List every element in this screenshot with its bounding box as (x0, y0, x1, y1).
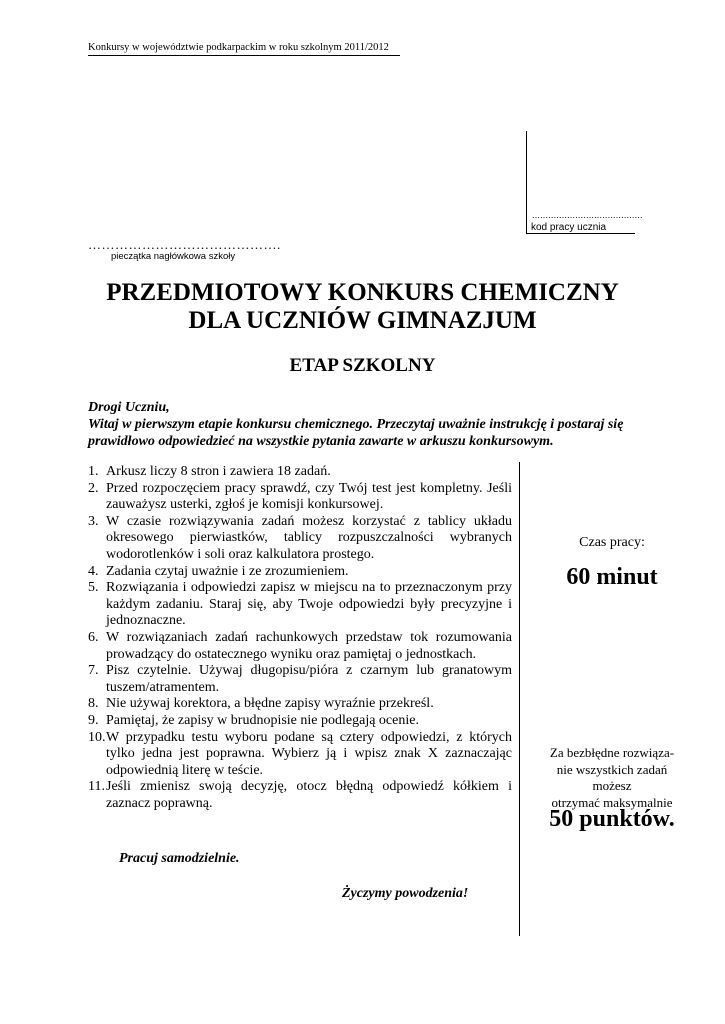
student-code-underline (526, 233, 635, 234)
instruction-text: W rozwiązaniach zadań rachunkowych przedstaw tok rozumowania prowadzący do ostatecznego wyniku oraz pamiętaj o jednostkach. (106, 629, 512, 662)
instruction-item (88, 481, 512, 514)
instructions-list (88, 464, 512, 812)
header-underline (88, 55, 400, 56)
instruction-number: 6. (88, 629, 99, 645)
work-alone-note: Pracuj samodzielnie. (119, 851, 240, 866)
instruction-number: 1. (88, 464, 99, 479)
student-code-label: kod pracy ucznia (531, 222, 607, 233)
instruction-text: Przed rozpoczęciem pracy sprawdź, czy Twój test jest kompletny. Jeśli zauważysz usterki, zgłoś je komisji konkursowej. (106, 480, 512, 513)
instruction-item (88, 663, 512, 696)
intro-section (88, 399, 648, 450)
header-note: Konkursy w województwie podkarpackim w roku szkolnym 2011/2012 (88, 42, 389, 53)
instruction-number: 10. (88, 729, 106, 745)
intro-text: Witaj w pierwszym etapie konkursu chemicznego. Przeczytaj uważnie instrukcję i postaraj się prawidłowo odpowiedzieć na wszystkie pytania zawarte w arkuszu konkursowym. (88, 417, 624, 449)
instruction-number: 5. (88, 580, 99, 596)
instruction-text: Pamiętaj, że zapisy w brudnopisie nie podlegają ocenie. (106, 712, 419, 728)
student-code-box-border (526, 131, 527, 234)
school-stamp-label: pieczątka nagłówkowa szkoły (111, 251, 236, 262)
instruction-item (88, 779, 512, 812)
instruction-text: Pisz czytelnie. Używaj długopisu/pióra z czarnym lub granatowym tuszem/atramentem. (106, 663, 512, 695)
instruction-number: 11. (88, 779, 105, 795)
instruction-item (88, 464, 512, 481)
school-stamp-field: ……………………………………. (88, 237, 281, 252)
instruction-text: Rozwiązania i odpowiedzi zapisz w miejscu na to przeznaczonym przy każdym zadaniu. Staraj się, aby Twoje odpowiedzi były precyzyjne i jednoznaczne. (106, 580, 512, 629)
instruction-text: W przypadku testu wyboru podane są cztery odpowiedzi, z których tylko jedna jest poprawna. Wybierz ją i wpisz znak X zaznaczając odpowiednią literę w teście. (106, 729, 512, 778)
instruction-item (88, 713, 512, 730)
time-value: 60 minut (566, 564, 658, 590)
instruction-item (88, 580, 512, 630)
time-label: Czas pracy: (579, 535, 645, 550)
instruction-number: 2. (88, 480, 99, 496)
instruction-item (88, 564, 512, 581)
instruction-number: 7. (88, 663, 99, 679)
instruction-number: 9. (88, 712, 99, 728)
instruction-number: 8. (88, 696, 99, 712)
instruction-item (88, 630, 512, 663)
instruction-item (88, 696, 512, 713)
instruction-number: 4. (88, 563, 99, 579)
student-code-field: ......................................... (532, 210, 643, 220)
instruction-number: 3. (88, 513, 99, 529)
instruction-text: Nie używaj korektora, a błędne zapisy wyraźnie przekreśl. (106, 696, 434, 712)
column-divider (519, 462, 520, 936)
instruction-text: Jeśli zmienisz swoją decyzję, otocz błędną odpowiedź kółkiem i zaznacz poprawną. (106, 779, 512, 811)
good-luck-note: Życzymy powodzenia! (342, 886, 469, 901)
points-line: możesz (592, 778, 632, 793)
greeting: Drogi Uczniu, (88, 400, 170, 415)
instruction-text: Arkusz liczy 8 stron i zawiera 18 zadań. (106, 464, 331, 479)
instruction-item (88, 730, 512, 780)
page-title-line1: PRZEDMIOTOWY KONKURS CHEMICZNY (106, 279, 619, 306)
points-line: otrzymać maksymalnie (551, 794, 673, 810)
points-value: 50 punktów. (549, 806, 675, 832)
points-line: Za bezbłędne rozwiąza- (549, 745, 675, 760)
instruction-text: Zadania czytaj uważnie i ze zrozumieniem. (106, 563, 349, 579)
points-description (522, 745, 702, 811)
instruction-item (88, 514, 512, 564)
page-title-line2: DLA UCZNIÓW GIMNAZJUM (188, 307, 537, 334)
points-line: nie wszystkich zadań (556, 761, 668, 777)
instruction-text: W czasie rozwiązywania zadań możesz korzystać z tablicy układu okresowego pierwiastków, tablicy rozpuszczalności wybranych wodorotlenków i soli oraz kalkulatora prostego. (106, 513, 512, 562)
stage-heading: ETAP SZKOLNY (289, 355, 436, 376)
